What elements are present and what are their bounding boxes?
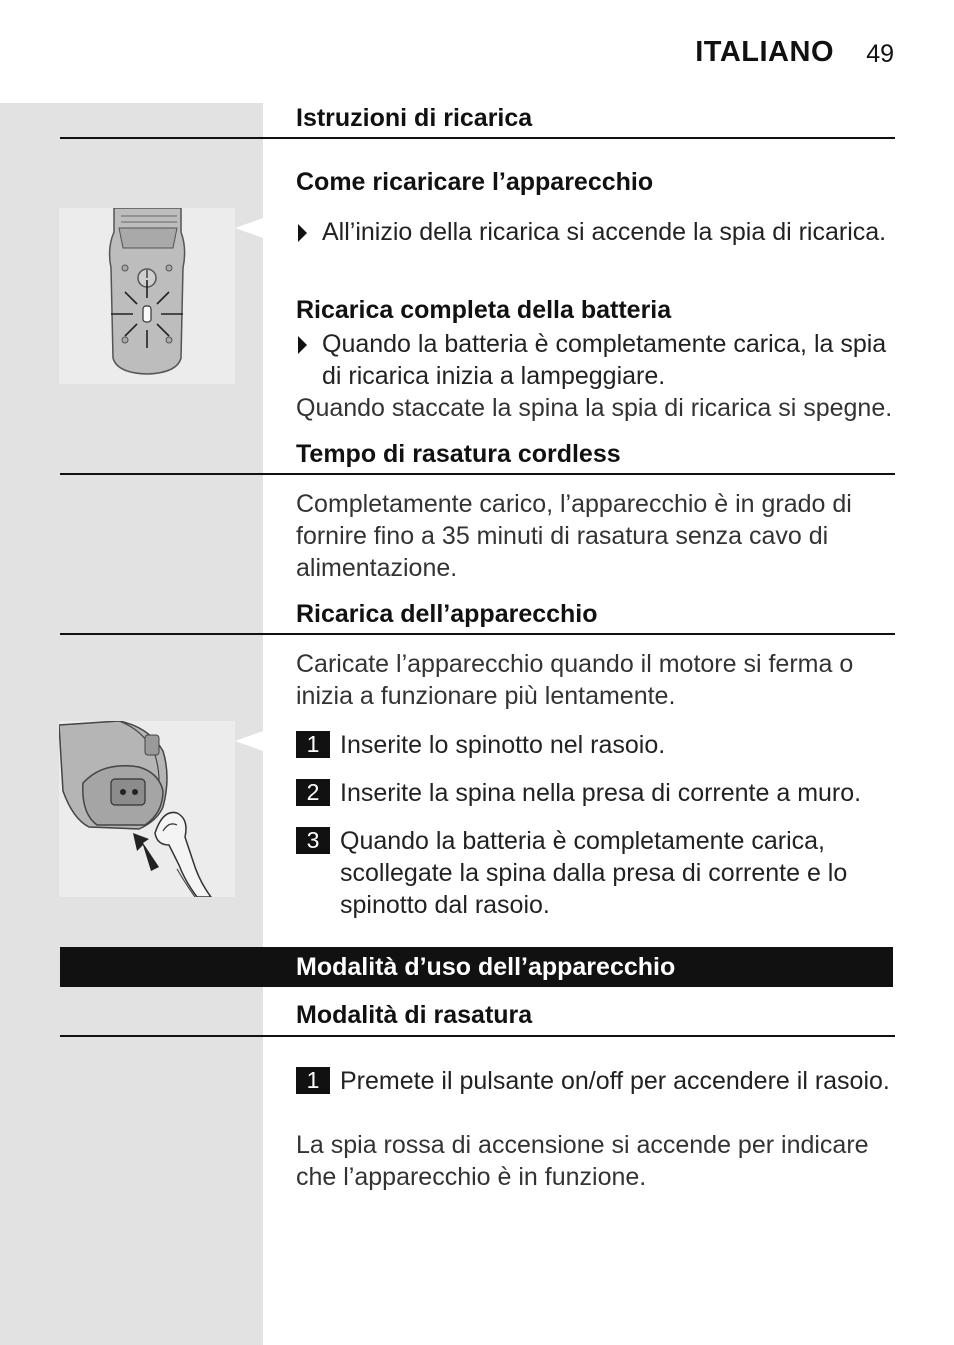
step-number: 3 — [296, 827, 330, 854]
bullet-item — [296, 216, 896, 248]
step-item — [296, 777, 906, 809]
step-text: Inserite la spina nella presa di corrente a muro. — [340, 779, 862, 807]
chapter-banner — [60, 947, 893, 987]
subsection-title-how-to-charge: Come ricaricare l’apparecchio — [296, 168, 654, 196]
page-number: 49 — [866, 40, 894, 68]
step-number: 1 — [296, 1067, 330, 1094]
section-divider — [60, 633, 895, 635]
illustration-pointer — [235, 731, 263, 751]
step-item — [296, 729, 896, 761]
shaver-plug-insert-icon — [59, 721, 235, 897]
section-divider — [60, 1035, 895, 1037]
shaver-charging-light-icon — [59, 208, 235, 384]
step-text: Premete il pulsante on/off per accendere il rasoio. — [340, 1067, 890, 1095]
note-text: Quando staccate la spina la spia di ricarica si spegne. — [296, 394, 893, 422]
chapter-banner-title: Modalità d’uso dell’apparecchio — [296, 953, 676, 981]
bullet-item — [296, 328, 896, 392]
charging-appliance-text: Caricate l’apparecchio quando il motore si ferma o inizia a funzionare più lentamente. — [296, 650, 854, 710]
section-title-cordless-time: Tempo di rasatura cordless — [296, 440, 621, 468]
section-title-charging-instructions: Istruzioni di ricarica — [296, 104, 533, 132]
step-number: 2 — [296, 779, 330, 806]
language-header: ITALIANO — [695, 36, 834, 68]
illustration-shaver-plug-insert — [59, 721, 235, 897]
step-text: Inserite lo spinotto nel rasoio. — [340, 731, 666, 759]
section-title-shaving-mode: Modalità di rasatura — [296, 1001, 533, 1029]
illustration-shaver-charging-light — [59, 208, 235, 384]
note-text: La spia rossa di accensione si accende per indicare che l’apparecchio è in funzione. — [296, 1131, 869, 1191]
illustration-pointer — [235, 218, 263, 238]
bullet-text: All’inizio della ricarica si accende la spia di ricarica. — [322, 218, 887, 246]
step-number: 1 — [296, 731, 330, 758]
bullet-marker-icon — [298, 336, 307, 354]
step-text: Quando la batteria è completamente carica, scollegate la spina dalla presa di corrente e lo spinotto dal rasoio. — [340, 827, 848, 919]
subsection-title-battery-full: Ricarica completa della batteria — [296, 296, 672, 324]
section-divider — [60, 473, 895, 475]
bullet-marker-icon — [298, 224, 307, 242]
section-divider — [60, 137, 895, 139]
step-item — [296, 1065, 896, 1097]
section-title-charging-appliance: Ricarica dell’apparecchio — [296, 600, 598, 628]
cordless-time-text: Completamente carico, l’apparecchio è in grado di fornire fino a 35 minuti di rasatura senza cavo di alimentazione. — [296, 490, 852, 582]
step-item — [296, 825, 896, 921]
bullet-text: Quando la batteria è completamente carica, la spia di ricarica inizia a lampeggiare. — [322, 330, 887, 390]
